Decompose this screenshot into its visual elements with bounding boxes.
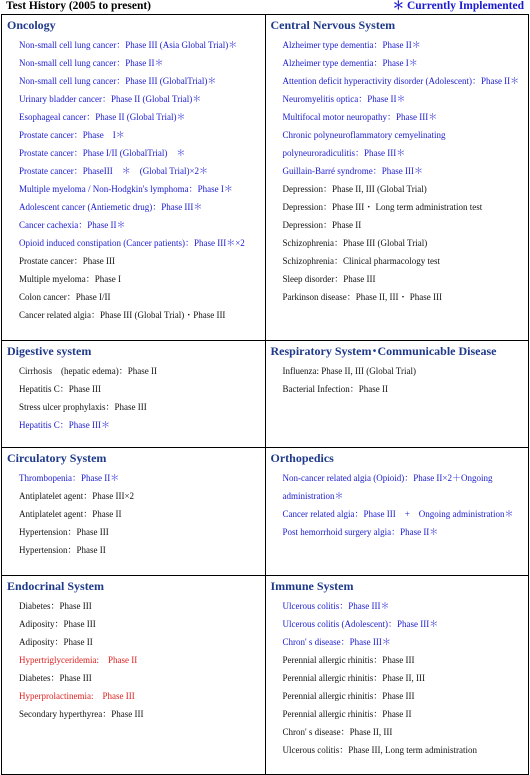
trial-item: Hyperprolactinemia: Phase III — [19, 691, 135, 701]
trial-item: Depression：Phase II, III (Global Trial) — [282, 184, 427, 194]
trial-item: Bacterial Infection：Phase II — [282, 384, 388, 394]
section-digestive — [2, 341, 266, 448]
section-respiratory — [265, 341, 529, 448]
trial-item: Hypertension：Phase III — [19, 527, 109, 537]
trial-item: Sleep disorder：Phase III — [282, 274, 376, 284]
section-endocrinal — [2, 576, 266, 775]
trial-item: Non-small cell lung cancer：Phase III (GlobalTrial)＊ — [19, 76, 217, 86]
trial-item: Adolescent cancer (Antiemetic drug)：Phase III＊ — [19, 202, 203, 212]
section-title: Oncology — [7, 18, 56, 32]
trial-item: Alzheimer type dementia：Phase II＊ — [282, 40, 421, 50]
trial-item: Parkinson disease：Phase II, III・ Phase III — [282, 292, 442, 302]
trial-item: Post hemorrhoid surgery algia：Phase II＊ — [282, 527, 439, 537]
trial-item: Diabetes：Phase III — [19, 673, 92, 683]
trial-item: Hypertension：Phase II — [19, 545, 106, 555]
trial-item: Chronic polyneuroflammatory cemyelinating polyneuroradiculitis：Phase III＊ — [282, 130, 446, 158]
trial-item: Prostate cancer：PhaseIII ＊ (Global Trial)×2＊ — [19, 166, 209, 176]
trial-item: Chron' s disease：Phase III＊ — [282, 637, 391, 647]
trial-item: Depression：Phase II — [282, 220, 362, 230]
trial-item: Ulcerous colitis：Phase III, Long term administration — [282, 745, 477, 755]
trial-item: Urinary bladder cancer：Phase II (Global Trial)＊ — [19, 94, 202, 104]
trial-item: Stress ulcer prophylaxis：Phase III — [19, 402, 147, 412]
trial-item: Cancer related algia：Phase III (Global Trial)・Phase III — [19, 310, 226, 320]
trial-item: Non-cancer related algia (Opioid)：Phase II×2＋Ongoing administration＊ — [282, 473, 493, 501]
trial-item: Opioid induced constipation (Cancer patients)：Phase III＊×2 — [19, 238, 245, 248]
trial-item: Influenza: Phase II, III (Global Trial) — [282, 366, 416, 376]
trial-item: Non-small cell lung cancer：Phase II＊ — [19, 58, 164, 68]
trial-item: Secondary hyperthyrea：Phase III — [19, 709, 144, 719]
trial-item: Adiposity：Phase II — [19, 637, 93, 647]
trial-item: Multifocal motor neuropathy：Phase III＊ — [282, 112, 438, 122]
page-title: Test History (2005 to present) — [6, 0, 152, 12]
trial-item: Antiplatelet agent：Phase II — [19, 509, 122, 519]
trial-item: Perennial allergic rhinitis：Phase II, III — [282, 673, 426, 683]
trial-item: Guillain-Barré syndrome：Phase III＊ — [282, 166, 423, 176]
trial-item: Hepatitis C：Phase III — [19, 384, 101, 394]
test-history-table — [1, 14, 529, 775]
trial-item: Neuromyelitis optica：Phase II＊ — [282, 94, 406, 104]
trial-item: Thrombopenia：Phase II＊ — [19, 473, 120, 483]
trial-item: Prostate cancer：Phase I/II (GlobalTrial) ＊ — [19, 148, 186, 158]
trial-item: Cancer cachexia：Phase II＊ — [19, 220, 126, 230]
section-title: Respiratory System･Communicable Disease — [270, 344, 497, 358]
section-circulatory — [2, 448, 266, 576]
section-title: Central Nervous System — [270, 18, 396, 32]
trial-item: Hepatitis C：Phase III＊ — [19, 420, 110, 430]
trial-item: Ulcerous colitis (Adolescent)：Phase III＊ — [282, 619, 439, 629]
section-oncology — [2, 15, 266, 341]
section-title: Immune System — [270, 579, 354, 593]
section-immune — [265, 576, 529, 775]
trial-item: Perennial allergic rhinitis：Phase II — [282, 709, 412, 719]
trial-item: Colon cancer：Phase I/II — [19, 292, 111, 302]
trial-item: Cancer related algia：Phase III + Ongoing administration＊ — [282, 509, 514, 519]
trial-item: Cirrhosis (hepatic edema)：Phase II — [19, 366, 157, 376]
trial-item: Depression：Phase III・ Long term administration test — [282, 202, 483, 212]
trial-item: Prostate cancer：Phase III — [19, 256, 115, 266]
section-cns — [265, 15, 529, 341]
trial-item: Antiplatelet agent：Phase III×2 — [19, 491, 135, 501]
trial-item: Esophageal cancer：Phase II (Global Trial)＊ — [19, 112, 186, 122]
trial-item: Schizophrenia：Phase III (Global Trial) — [282, 238, 428, 248]
section-title: Digestive system — [7, 344, 92, 358]
section-title: Circulatory System — [7, 451, 107, 465]
trial-item: Perennial allergic rhinitis：Phase III — [282, 691, 415, 701]
trial-item: Attention deficit hyperactivity disorder (Adolescent)：Phase II＊ — [282, 76, 520, 86]
trial-item: Multiple myeloma / Non-Hodgkin's lymphoma：Phase I＊ — [19, 184, 233, 194]
legend-current: ＊ Currently Implemented — [392, 0, 524, 12]
trial-item: Adiposity：Phase III — [19, 619, 96, 629]
trial-item: Perennial allergic rhinitis：Phase III — [282, 655, 415, 665]
trial-item: Multiple myeloma：Phase I — [19, 274, 121, 284]
trial-item: Ulcerous colitis：Phase III＊ — [282, 601, 390, 611]
trial-item: Diabetes：Phase III — [19, 601, 92, 611]
section-orthopedics — [265, 448, 529, 576]
trial-item: Alzheimer type dementia：Phase I＊ — [282, 58, 418, 68]
page-header — [0, 0, 530, 14]
section-title: Endocrinal System — [7, 579, 105, 593]
trial-item: Chron' s disease：Phase II, III — [282, 727, 393, 737]
trial-item: Non-small cell lung cancer：Phase III (Asia Global Trial)＊ — [19, 40, 238, 50]
trial-item: Prostate cancer：Phase I＊ — [19, 130, 125, 140]
trial-item: Schizophrenia：Clinical pharmacology test — [282, 256, 440, 266]
trial-item: Hypertriglyceridemia: Phase II — [19, 655, 138, 665]
section-title: Orthopedics — [270, 451, 334, 465]
